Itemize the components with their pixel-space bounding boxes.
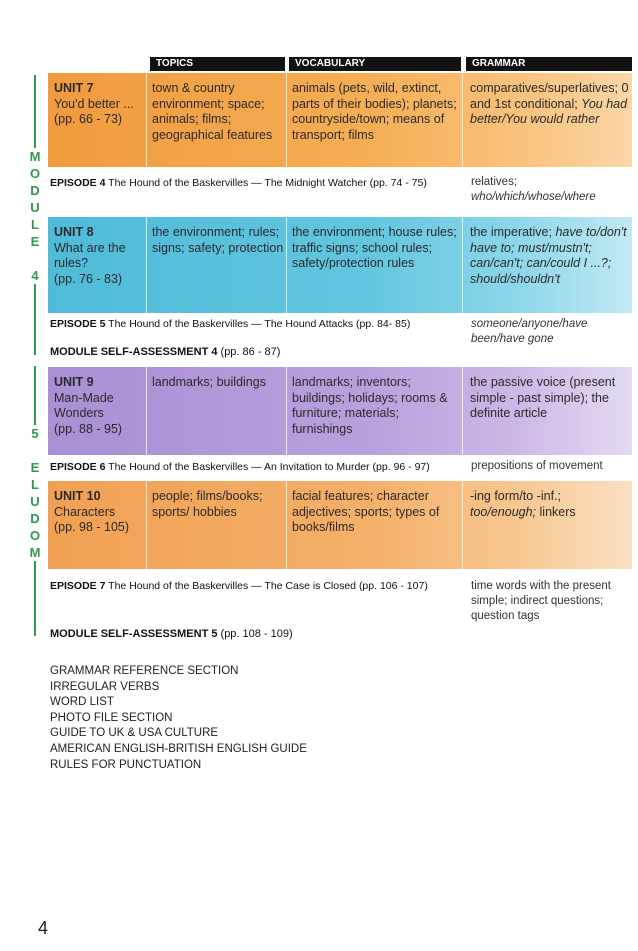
back-matter-item: GUIDE TO UK & USA CULTURE (50, 727, 219, 740)
unit-10-vocabulary: facial features; character adjectives; sports; types of books/films (292, 489, 440, 534)
unit-8-block (48, 217, 632, 313)
episode-5: EPISODE 5 The Hound of the Baskervilles — The Hound Attacks (pp. 84- 85) (50, 318, 411, 330)
episode-4: EPISODE 4 The Hound of the Baskervilles — The Midnight Watcher (pp. 74 - 75) (50, 177, 427, 189)
unit-8-topics: the environment; rules; signs; safety; protection (152, 225, 284, 255)
page-number: 4 (38, 918, 49, 938)
unit-8-name: What are the rules? (54, 240, 126, 270)
unit-10-grammar: -ing form/to -inf.; too/enough; linkers (470, 489, 576, 519)
header-vocabulary: VOCABULARY (289, 57, 461, 71)
unit-10-pages: (pp. 98 - 105) (54, 520, 130, 534)
unit-9-topics: landmarks; buildings (152, 375, 266, 389)
episode-7-grammar: time words with the present simple; indirect questions; question tags (471, 580, 611, 622)
unit-7-pages: (pp. 66 - 73) (54, 112, 123, 126)
unit-8-vocabulary: the environment; house rules; traffic signs; school rules; safety/protection rules (292, 225, 457, 270)
episode-4-grammar: relatives; who/which/whose/where (471, 176, 596, 203)
unit-7-topics: town & country environment; space; animals; films; geographical features (152, 81, 273, 142)
back-matter-item: IRREGULAR VERBS (50, 680, 160, 693)
episode-7: EPISODE 7 The Hound of the Baskervilles — The Case is Closed (pp. 106 - 107) (50, 580, 428, 592)
unit-10-block (48, 481, 632, 569)
episode-6-grammar: prepositions of movement (471, 460, 603, 472)
unit-9-pages: (pp. 88 - 95) (54, 421, 123, 436)
unit-9-title: UNIT 9 (54, 375, 94, 389)
back-matter-item: WORD LIST (50, 696, 114, 709)
unit-8-title: UNIT 8 (54, 225, 94, 239)
unit-10-title: UNIT 10 (54, 489, 101, 503)
unit-9-name: Man-Made Wonders (54, 390, 114, 420)
back-matter-item: PHOTO FILE SECTION (50, 711, 173, 724)
unit-9-grammar: the passive voice (present simple - past simple); the definite article (470, 375, 616, 420)
back-matter-item: GRAMMAR REFERENCE SECTION (50, 665, 239, 677)
header-grammar: GRAMMAR (466, 57, 632, 71)
unit-7-title: UNIT 7 (54, 81, 94, 95)
back-matter-item: AMERICAN ENGLISH-BRITISH ENGLISH GUIDE (50, 742, 307, 755)
unit-7-vocabulary: animals (pets, wild, extinct, parts of their bodies); planets; countryside/town; means of transport; films (292, 81, 457, 142)
unit-7-block (48, 73, 632, 167)
module-4-label: M O D U L E 4 (29, 149, 41, 283)
back-matter-item: RULES FOR PUNCTUATION (50, 758, 202, 771)
module-5-label: 5 E L U D O M (29, 426, 41, 560)
module-self-assessment-5: MODULE SELF-ASSESSMENT 5 (pp. 108 - 109) (50, 628, 293, 640)
unit-9-vocabulary: landmarks; inventors; buildings; holidays; rooms & furniture; materials; furnishings (292, 375, 448, 436)
episode-5-grammar: someone/anyone/have been/have gone (471, 318, 588, 345)
back-matter-list (50, 664, 307, 773)
unit-7-name: You'd better ... (54, 96, 134, 111)
unit-9-block (48, 367, 632, 455)
unit-7-info (54, 81, 144, 128)
unit-10-info (54, 489, 144, 536)
module-self-assessment-4: MODULE SELF-ASSESSMENT 4 (pp. 86 - 87) (50, 346, 281, 358)
unit-7-grammar: comparatives/superlatives; 0 and 1st conditional; You had better/You would rather (470, 81, 629, 126)
unit-10-name: Characters (54, 504, 116, 519)
unit-8-grammar: the imperative; have to/don't have to; must/mustn't; can/can't; can/could I ...?; should/shouldn't (470, 225, 627, 286)
unit-9-info (54, 375, 144, 437)
header-topics: TOPICS (150, 57, 285, 71)
unit-8-pages: (pp. 76 - 83) (54, 271, 123, 286)
episode-6: EPISODE 6 The Hound of the Baskervilles — An Invitation to Murder (pp. 96 - 97) (50, 461, 430, 473)
unit-8-info (54, 225, 144, 287)
unit-10-topics: people; films/books; sports/ hobbies (152, 489, 263, 519)
